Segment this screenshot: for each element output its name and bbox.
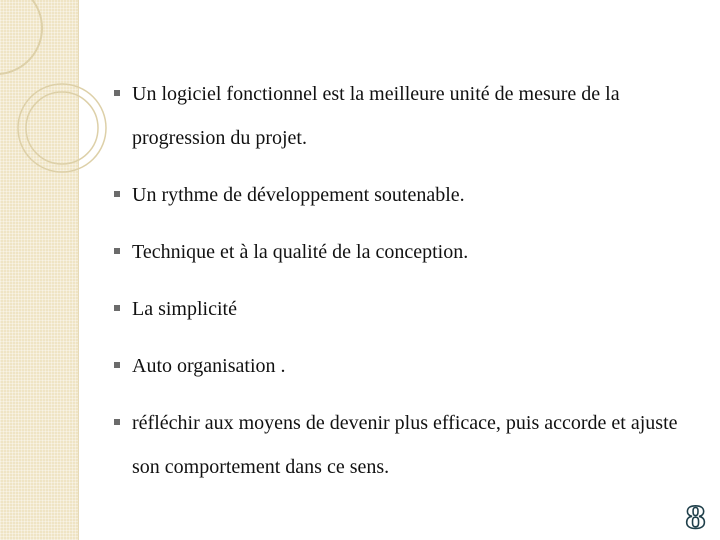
square-bullet-icon <box>114 362 120 368</box>
bullet-text: réfléchir aux moyens de devenir plus efficace, puis accorde et ajuste son comportement dans ce sens. <box>132 412 678 478</box>
square-bullet-icon <box>114 419 120 425</box>
page-number: 8 <box>685 501 706 536</box>
square-bullet-icon <box>114 305 120 311</box>
bullet-text: Un rythme de développement soutenable. <box>132 184 465 206</box>
bullet-text: La simplicité <box>132 298 237 320</box>
bullet-item <box>112 344 692 388</box>
concentric-rings-decoration <box>0 0 110 200</box>
bullet-text: Un logiciel fonctionnel est la meilleure unité de mesure de la progression du projet. <box>132 83 620 149</box>
bullet-item <box>112 401 692 489</box>
bullet-text: Auto organisation . <box>132 355 286 377</box>
bullet-list <box>112 72 692 502</box>
bullet-item <box>112 72 692 160</box>
square-bullet-icon <box>114 248 120 254</box>
bullet-text: Technique et à la qualité de la conception. <box>132 241 469 263</box>
bullet-item <box>112 173 692 217</box>
bullet-item <box>112 230 692 274</box>
square-bullet-icon <box>114 191 120 197</box>
bullet-item <box>112 287 692 331</box>
square-bullet-icon <box>114 90 120 96</box>
